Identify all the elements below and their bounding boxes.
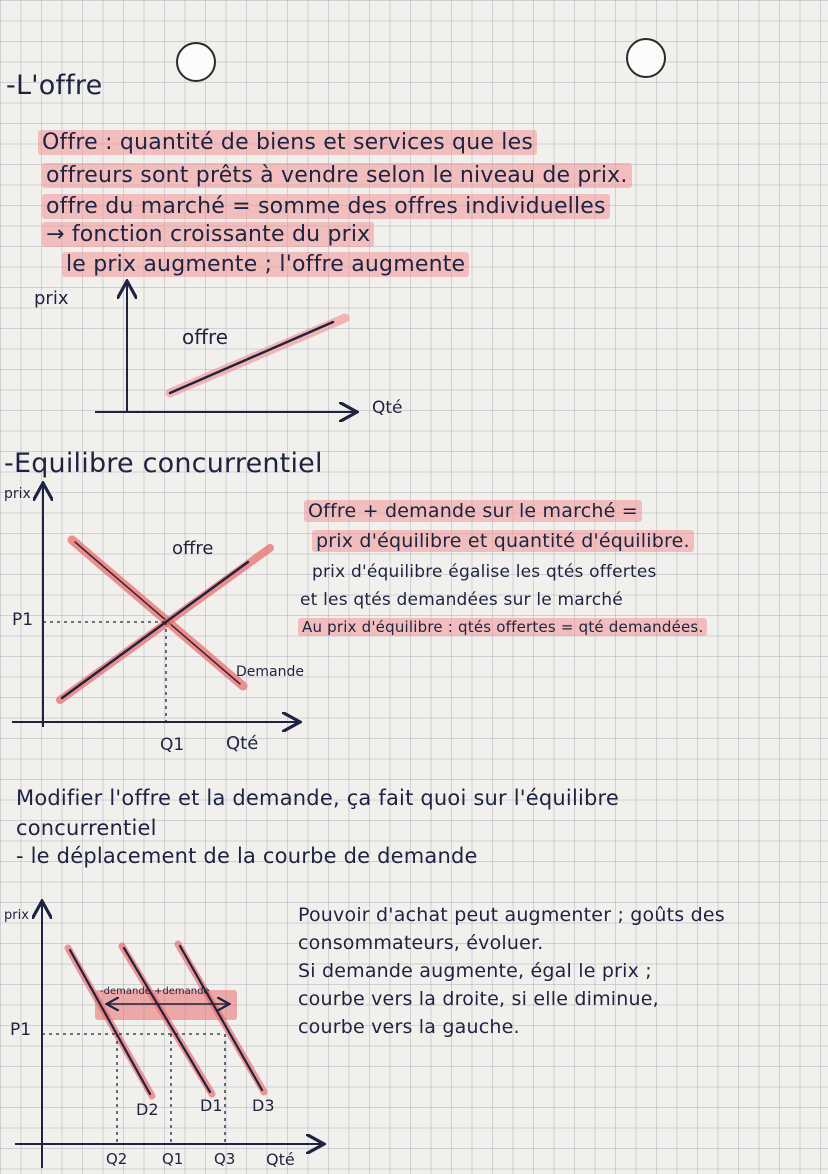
equilibre-offre-label: offre <box>172 538 214 559</box>
curve-label-d3: D3 <box>252 1096 275 1115</box>
offre-graph-y-label: prix <box>34 288 69 309</box>
shift-text-line-1: Pouvoir d'achat peut augmenter ; goûts des <box>298 904 725 926</box>
curve-label-d1: D1 <box>200 1096 223 1115</box>
shift-arrows-label: -demande +demande <box>100 986 210 997</box>
modifier-heading-line-2: concurrentiel <box>16 816 157 840</box>
shift-text-line-2: consommateurs, évoluer. <box>298 932 544 954</box>
equilibre-text-line-2: prix d'équilibre et quantité d'équilibre. <box>312 530 694 552</box>
offre-curve-2 <box>62 562 248 698</box>
shift-p1-label: P1 <box>10 1020 32 1040</box>
offre-graph-x-label: Qté <box>372 398 403 418</box>
shift-graph-y-label: prix <box>4 908 29 923</box>
equilibre-q1-label: Q1 <box>160 735 185 755</box>
equilibre-text-line-5: Au prix d'équilibre : qtés offertes = qté demandées. <box>298 618 707 636</box>
offre-curve-label: offre <box>182 325 229 349</box>
equilibre-text-line-1: Offre + demande sur le marché = <box>304 500 642 522</box>
offre-definition-line-4: → fonction croissante du prix <box>42 222 374 247</box>
section-title-equilibre: -Equilibre concurrentiel <box>4 448 323 479</box>
section-title-offre: -L'offre <box>6 70 103 101</box>
offre-definition-line-3: offre du marché = somme des offres individuelles <box>42 194 610 219</box>
shift-x-label: Qté <box>266 1150 295 1169</box>
q-label-q1: Q1 <box>162 1150 184 1168</box>
offre-definition-line-1: Offre : quantité de biens et services que les <box>38 130 537 155</box>
q-label-q2: Q2 <box>106 1150 128 1168</box>
modifier-heading-line-3: - le déplacement de la courbe de demande <box>16 844 478 868</box>
shift-text-line-5: courbe vers la gauche. <box>298 1016 520 1038</box>
equilibre-text-line-4: et les qtés demandées sur le marché <box>300 590 623 610</box>
demande-curve <box>75 542 240 684</box>
q-label-q3: Q3 <box>214 1150 236 1168</box>
offre-definition-line-5: le prix augmente ; l'offre augmente <box>62 252 469 277</box>
curve-label-d2: D2 <box>136 1100 159 1119</box>
shift-text-line-3: Si demande augmente, égal le prix ; <box>298 960 652 982</box>
shift-text-line-4: courbe vers la droite, si elle diminue, <box>298 988 659 1010</box>
equilibre-x-label: Qté <box>226 733 259 754</box>
equilibre-p1-label: P1 <box>12 610 34 630</box>
equilibre-graph-y-label: prix <box>4 486 31 502</box>
equilibre-text-line-3: prix d'équilibre égalise les qtés offertes <box>312 562 657 582</box>
modifier-heading-line-1: Modifier l'offre et la demande, ça fait quoi sur l'équilibre <box>16 786 620 810</box>
offre-definition-line-2: offreurs sont prêts à vendre selon le niveau de prix. <box>42 163 632 188</box>
equilibre-demande-label: Demande <box>236 664 304 680</box>
